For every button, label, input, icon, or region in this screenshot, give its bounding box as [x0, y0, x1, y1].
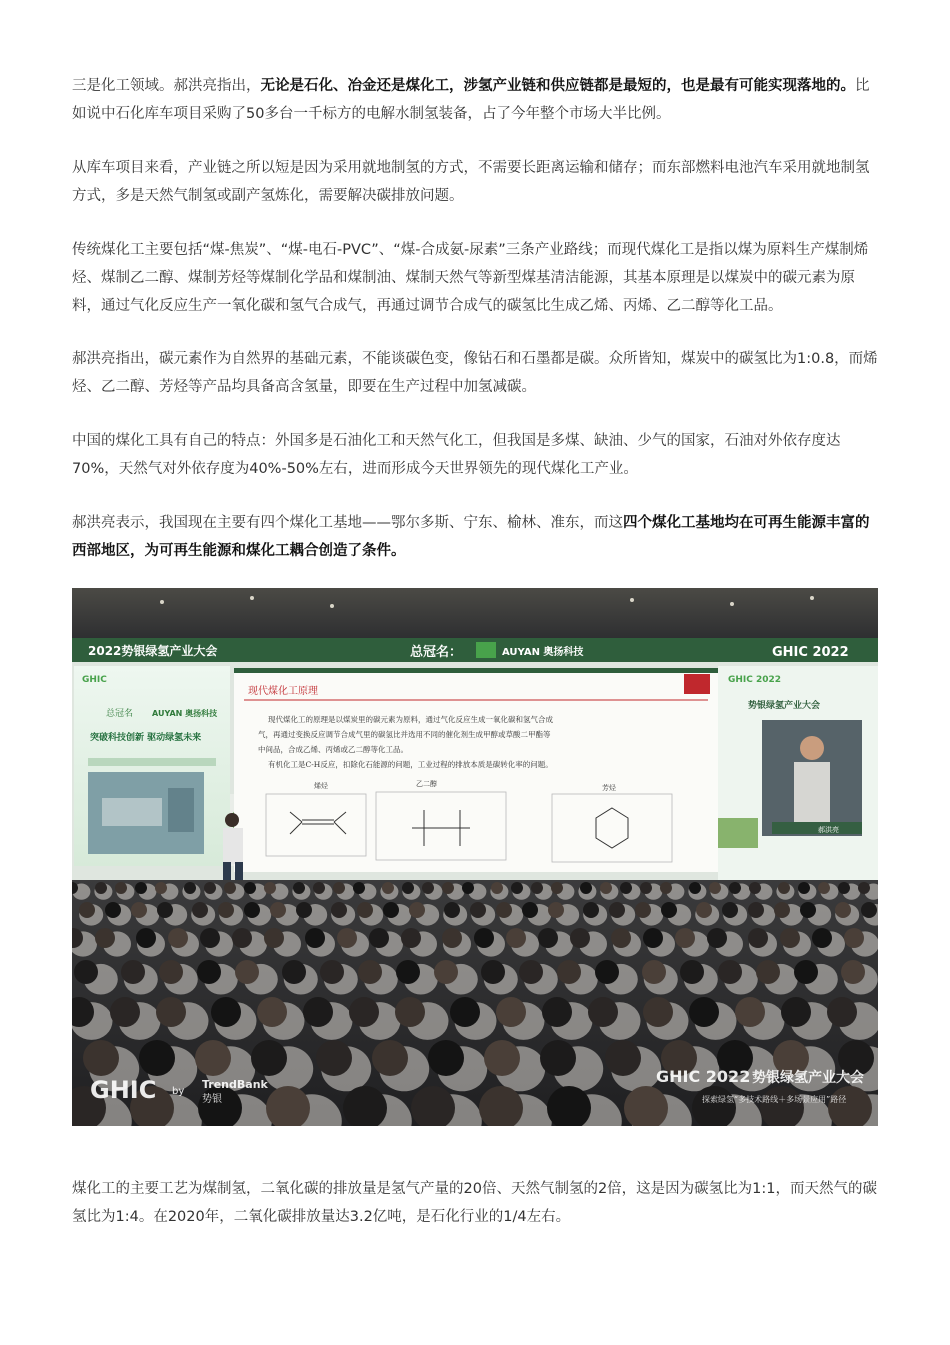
- slide-line-3: 中间品，合成乙烯、丙烯或乙二醇等化工品。: [258, 745, 408, 754]
- paragraph-carbon-element: 郝洪亮指出，碳元素作为自然界的基础元素，不能谈碳色变，像钻石和石墨都是碳。众所皆知，煤炭中的碳氢比为1:0.8，而烯烃、乙二醇、芳烃等产品均具备高含氢量，即要在生产过程中加氢减碳。: [72, 351, 878, 395]
- paragraph-co2-emissions: 煤化工的主要工艺为煤制氢，二氧化碳的排放量是氢气产量的20倍、天然气制氢的2倍，这是因为碳氢比为1:1，而天然气的碳氢比为1:4。在2020年，二氧化碳排放量达3.2亿吨，是石化行业的1/4左右。: [72, 1181, 878, 1225]
- slide-line-1: 现代煤化工的原理是以煤炭里的碳元素为原料，通过气化反应生成一氧化碳和氢气合成: [268, 715, 553, 724]
- p6-bold: 四个煤化工基地均在可再生能源丰富的西部地区，为可再生能源和煤化工耦合创造了条件。: [72, 515, 870, 559]
- p1-bold: 无论是石化、冶金还是煤化工，涉氢产业链和供应链都是最短的，也是最有可能实现落地的。: [260, 78, 855, 94]
- left-screen-caption-bar: [88, 758, 216, 766]
- paragraph-chemical-sector: [72, 72, 880, 128]
- paragraph-four-bases: [72, 509, 880, 565]
- watermark-trendbank: TrendBank: [202, 1078, 268, 1091]
- speaker-name-tag: 郝洪亮: [818, 826, 839, 834]
- paragraph-china-features: 中国的煤化工具有自己的特点：外国多是石油化工和天然气化工，但我国是多煤、缺油、少气的国家，石油对外依存度达70%，天然气对外依存度为40%-50%左右，进而形成今天世界领先的现代煤化工产业。: [72, 433, 841, 477]
- banner-left-text: 2022势银绿氢产业大会: [88, 644, 218, 658]
- slide-line-2: 气，再通过变换反应调节合成气里的碳氢比并选用不同的催化剂生成甲醇或草酸二甲酯等: [258, 730, 551, 739]
- right-screen-title: 势银绿氢产业大会: [748, 701, 821, 711]
- label-aromatic: 芳烃: [602, 784, 616, 792]
- ceiling: [72, 588, 878, 638]
- paragraph-coal-chemical-routes: 传统煤化工主要包括“煤-焦炭”、“煤-电石-PVC”、“煤-合成氨-尿素”三条产业路线；而现代煤化工是指以煤为原料生产煤制烯烃、煤制乙二醇、煤制芳烃等煤制化学品和煤制油、煤制天然气等新型煤基清洁能源，其基本原理是以煤炭中的碳元素为原料，通过气化反应生产一氧化碳和氢气合成气，再通过调节合成气的碳氢比生成乙烯、丙烯、乙二醇等化工品。: [72, 242, 869, 314]
- watermark-right-title: 势银绿氢产业大会: [752, 1070, 864, 1086]
- slide-logo-icon: [684, 674, 710, 694]
- watermark-by: by: [172, 1086, 185, 1097]
- conference-photo: [72, 588, 878, 1126]
- left-screen-slogan: 突破科技创新 驱动绿氢未来: [90, 733, 202, 743]
- p1-text-a: 三是化工领域。郝洪亮指出，: [72, 78, 261, 94]
- slide-title: 现代煤化工原理: [248, 686, 318, 697]
- watermark-ghic: GHIC: [90, 1076, 157, 1104]
- main-slide: [234, 668, 718, 872]
- watermark-trendbank-cn: 势银: [202, 1094, 222, 1105]
- paragraph-kuche-project: 从库车项目来看，产业链之所以短是因为采用就地制氢的方式，不需要长距离运输和储存；而东部燃料电池汽车采用就地制氢方式，多是天然气制氢或副产氢炼化，需要解决碳排放问题。: [72, 160, 870, 204]
- banner-right-text: GHIC 2022: [772, 645, 849, 660]
- watermark-right-logo: GHIC 2022: [656, 1067, 751, 1086]
- p6-text-a: 郝洪亮表示，我国现在主要有四个煤化工基地——鄂尔多斯、宁东、榆林、准东，而这: [72, 515, 623, 531]
- right-screen-logo: GHIC 2022: [728, 675, 782, 685]
- label-olefin: 烯烃: [314, 782, 328, 790]
- banner-center-brand: AUYAN 奥扬科技: [502, 647, 584, 658]
- banner-center-label: 总冠名：: [410, 645, 463, 660]
- watermark-right-sub: 探索绿氢“多技术路线＋多场景应用”路径: [702, 1095, 847, 1104]
- left-screen-brand: AUYAN 奥扬科技: [152, 709, 218, 718]
- label-glycol: 乙二醇: [416, 780, 437, 788]
- p1-text-c: 比如说中石化库车项目采购了50多台一千标方的电解水制氢装备，占了今年整个市场大半比例。: [72, 78, 870, 122]
- left-screen-logo: GHIC: [82, 675, 107, 685]
- auyan-logo-icon: [476, 642, 496, 658]
- slide-line-4: 有机化工是C-H反应，扣除化石能源的问题，工业过程的排放本质是碳转化率的问题。: [268, 760, 553, 769]
- left-screen-sponsor: 总冠名: [106, 709, 134, 719]
